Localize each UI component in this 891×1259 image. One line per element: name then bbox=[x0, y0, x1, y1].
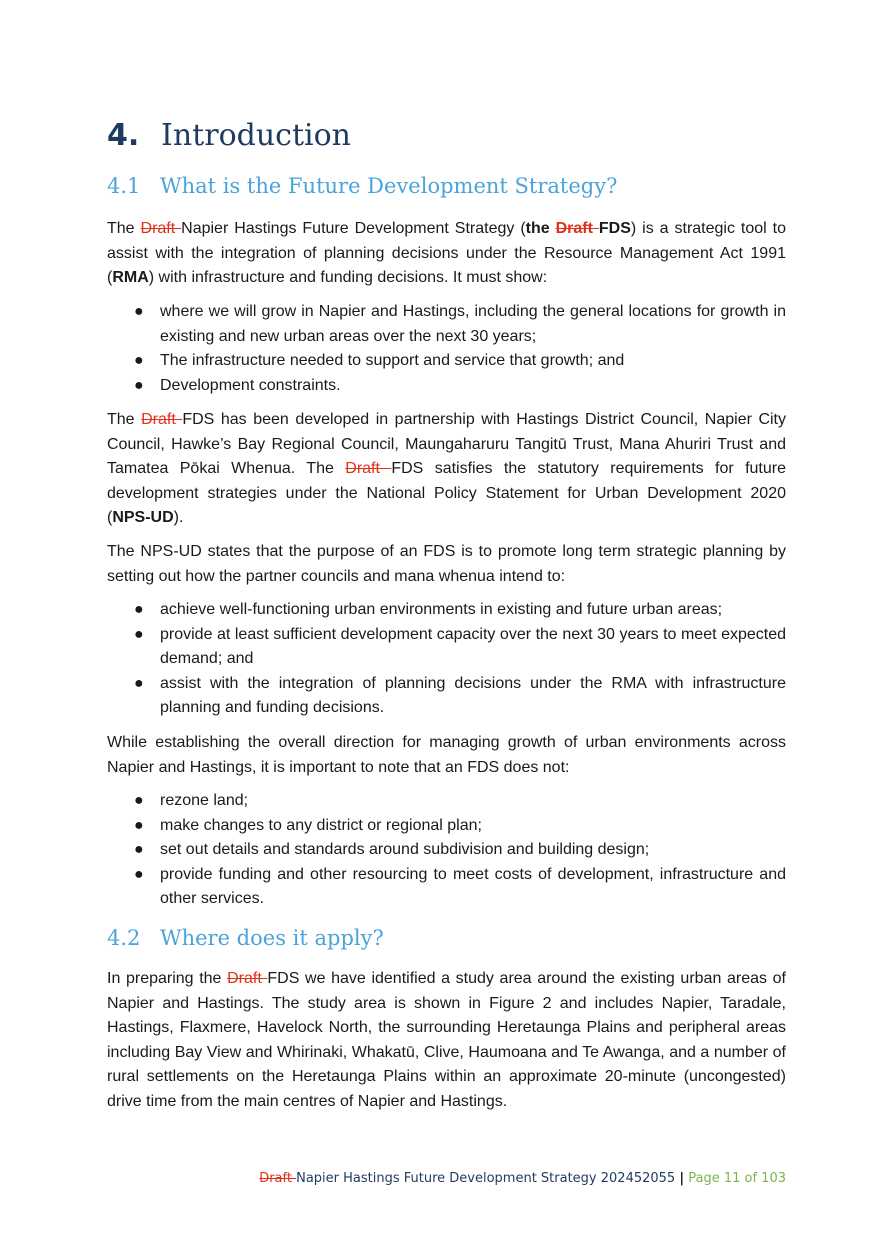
paragraph-nps-ud-purpose: The NPS-UD states that the purpose of an FDS is to promote long term strategic planning by setting out how the partner councils and mana whenua intend to: bbox=[107, 543, 786, 585]
list-item: ● The infrastructure needed to support and service that growth; and bbox=[134, 352, 625, 370]
section-heading-4-1 bbox=[107, 174, 617, 198]
list-intend-to bbox=[107, 598, 786, 721]
list-item: ● make changes to any district or regional plan; bbox=[134, 816, 482, 834]
list-item: ● where we will grow in Napier and Hastings, including the general locations for growth in existing and new urban areas over the next 30 years; bbox=[134, 303, 786, 345]
footer-title: Napier Hastings Future Development Strategy 202452055 bbox=[296, 1171, 676, 1186]
section-heading-4-2 bbox=[107, 926, 384, 950]
strikethrough-draft: Draft bbox=[141, 411, 183, 428]
paragraph-study-area: In preparing the Draft FDS we have identified a study area around the existing urban areas of Napier and Hastings. The study area is shown in Figure 2 and includes Napier, Taradale, Hastings, Flaxmere, Havelock North, the surrounding Heretaunga Plains and peripheral areas including Bay View and Whirinaki, Whakatū, Clive, Haumoana and Te Awanga, and a number of rural settlements on the Heretaunga Plains within an approximate 20-minute (uncongested) drive time from the main centres of Napier and Hastings. bbox=[107, 970, 786, 1110]
strikethrough-draft: Draft bbox=[259, 1171, 297, 1186]
strikethrough-draft: Draft bbox=[227, 970, 268, 987]
footer-separator: | bbox=[679, 1171, 685, 1186]
chapter-number: 4. bbox=[107, 118, 140, 153]
page-number: Page 11 of 103 bbox=[688, 1171, 786, 1186]
chapter-heading bbox=[107, 118, 351, 153]
list-item: ● achieve well-functioning urban environments in existing and future urban areas; bbox=[134, 601, 723, 618]
strikethrough-draft: Draft bbox=[140, 220, 182, 237]
list-item: ● Development constraints. bbox=[134, 376, 341, 394]
section-title: Where does it apply? bbox=[160, 926, 384, 950]
section-number: 4.2 bbox=[107, 926, 141, 950]
paragraph-fds-definition: The Draft Napier Hastings Future Development Strategy (the Draft FDS) is a strategic tool to assist with the integration of planning decisions under the Resource Management Act 1991 (RMA) with infrastructure and funding decisions. It must show: bbox=[107, 220, 787, 287]
strikethrough-draft: Draft bbox=[345, 460, 392, 478]
page-footer bbox=[259, 1171, 786, 1186]
section-title: What is the Future Development Strategy? bbox=[160, 174, 618, 198]
chapter-title: Introduction bbox=[161, 118, 351, 153]
list-item: ● set out details and standards around subdivision and building design; bbox=[134, 841, 650, 859]
list-item: ● assist with the integration of planning decisions under the RMA with infrastructure planning and funding decisions. bbox=[134, 674, 786, 717]
list-item: ● provide at least sufficient development capacity over the next 30 years to meet expected demand; and bbox=[134, 625, 786, 668]
paragraph-fds-does-not: While establishing the overall direction for managing growth of urban environments across Napier and Hastings, it is important to note that an FDS does not: bbox=[107, 734, 786, 776]
paragraph-partnership: The Draft FDS has been developed in partnership with Hastings District Council, Napier City Council, Hawke’s Bay Regional Council, Maungaharuru Tangitū Trust, Mana Ahuriri Trust and Tamatea Pōkai Whenua. The Draft FDS satisfies the statutory requirements for future development strategies under the National Policy Statement for Urban Development 2020 (NPS-UD). bbox=[107, 411, 787, 527]
list-does-not bbox=[107, 789, 786, 912]
list-item: ● provide funding and other resourcing to meet costs of development, infrastructure and other services. bbox=[134, 865, 786, 908]
strikethrough-draft: Draft bbox=[555, 220, 599, 237]
section-number: 4.1 bbox=[107, 174, 141, 198]
list-item: ● rezone land; bbox=[134, 792, 249, 809]
list-must-show bbox=[107, 300, 786, 398]
